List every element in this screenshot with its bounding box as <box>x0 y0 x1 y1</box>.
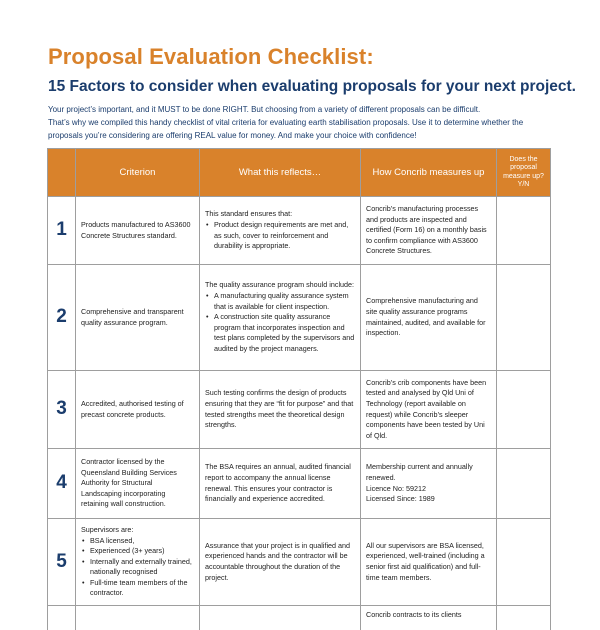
header-concrib: How Concrib measures up <box>361 149 497 197</box>
row-number: 4 <box>48 449 76 519</box>
criterion-bullet: • Full-time team members of the contractor. <box>90 578 194 599</box>
intro-paragraph: That’s why we compiled this handy checklist of vital criteria for evaluating earth stabilisation proposals. Use it to determine whether the proposals you’re considering are offering REAL value for money. And make your choice with confidence! <box>48 118 524 140</box>
table-row <box>48 265 551 371</box>
criterion-bullet: • Experienced (3+ years) <box>90 546 194 557</box>
reflects-text: This standard ensures that: <box>205 209 293 219</box>
header-criterion: Criterion <box>76 149 200 197</box>
reflects-bullet: • Product design requirements are met and, as such, cover to reinforcement and durability is appropriate. <box>214 220 355 252</box>
checklist-table <box>47 148 551 630</box>
reflects-bullet: • A construction site quality assurance program that incorporates inspection and test plans completed by the supervisors and audited by the project managers. <box>214 312 355 354</box>
table-row <box>48 519 551 606</box>
answer-cell[interactable] <box>497 371 551 449</box>
concrib-cell: Membership current and annually renewed. Licence No: 59212 Licensed Since: 1989 <box>361 449 497 519</box>
table-header-row <box>48 149 551 197</box>
concrib-cell: Comprehensive manufacturing and site quality assurance programs maintained, audited, and available for inspection. <box>361 265 497 371</box>
concrib-cell: Concrib’s manufacturing processes and products are inspected and certified (Form 16) on a monthly basis to confirm compliance with AS3600 Concrete Structures. <box>361 197 497 265</box>
answer-cell[interactable] <box>497 519 551 606</box>
concrib-cell: Concrib’s crib components have been tested and analysed by Qld Uni of Technology (report available on request) while Concrib’s sleeper components have been tested by Uni of Qld. <box>361 371 497 449</box>
answer-cell[interactable] <box>497 197 551 265</box>
criterion-text: Contractor licensed by the Queensland Building Services Authority for Structural Landscaping incorporating retaining wall construction. <box>81 457 177 509</box>
reflects-text: The quality assurance program should include: <box>205 280 355 290</box>
row-number: 5 <box>48 519 76 606</box>
intro-text <box>48 103 538 142</box>
criterion-cell <box>76 371 200 449</box>
criterion-bullets <box>81 536 194 600</box>
row-number: 3 <box>48 371 76 449</box>
criterion-cell <box>76 519 200 606</box>
table-row <box>48 371 551 449</box>
table-row <box>48 449 551 519</box>
criterion-text: Accredited, authorised testing of precast concrete products. <box>81 398 184 419</box>
reflects-bullets <box>205 291 355 355</box>
criterion-text: Products manufactured to AS3600 Concrete Structures standard. <box>81 219 191 240</box>
reflects-cell <box>200 265 361 371</box>
reflects-text: The BSA requires an annual, audited financial report to accompany the annual license renewal. This ensures your contractor is financially and experience accredited. <box>205 462 351 504</box>
criterion-bullet: • BSA licensed, <box>90 536 194 547</box>
header-number <box>48 149 76 197</box>
concrib-cell: Concrib contracts to its clients <box>361 606 497 630</box>
criterion-cell <box>76 606 200 630</box>
reflects-text: Assurance that your project is in qualified and experienced hands and the contractor will be accountable throughout the duration of the project. <box>205 540 351 582</box>
row-number: 2 <box>48 265 76 371</box>
reflects-cell <box>200 197 361 265</box>
row-number: 1 <box>48 197 76 265</box>
reflects-bullets <box>205 220 355 252</box>
reflects-cell <box>200 371 361 449</box>
criterion-cell <box>76 449 200 519</box>
criterion-cell <box>76 197 200 265</box>
page-title: Proposal Evaluation Checklist: <box>48 44 374 69</box>
concrib-cell: All our supervisors are BSA licensed, experienced, well-trained (including a senior first aid qualification) and full-time team members. <box>361 519 497 606</box>
answer-cell[interactable] <box>497 265 551 371</box>
table-row <box>48 197 551 265</box>
page-subtitle: 15 Factors to consider when evaluating proposals for your next project. <box>48 78 576 95</box>
criterion-bullet: • Internally and externally trained, nationally recognised <box>90 557 194 578</box>
criterion-text: Supervisors are: <box>81 524 134 534</box>
reflects-cell <box>200 449 361 519</box>
row-number <box>48 606 76 630</box>
reflects-text: Such testing confirms the design of products ensuring that they are “fit for purpose” and that tested strengths meet the theoretical design strengths. <box>205 388 354 430</box>
header-reflects: What this reflects… <box>200 149 361 197</box>
criterion-text: Comprehensive and transparent quality assurance program. <box>81 306 184 327</box>
header-proposal: Does the proposal measure up? Y/N <box>497 149 551 197</box>
answer-cell[interactable] <box>497 449 551 519</box>
reflects-bullet: • A manufacturing quality assurance system that is available for client inspection. <box>214 291 355 312</box>
intro-paragraph: Your project’s important, and it MUST to be done RIGHT. But choosing from a variety of different proposals can be difficult. <box>48 105 481 114</box>
criterion-cell <box>76 265 200 371</box>
reflects-cell <box>200 519 361 606</box>
table-row <box>48 606 551 630</box>
answer-cell[interactable] <box>497 606 551 630</box>
reflects-cell <box>200 606 361 630</box>
